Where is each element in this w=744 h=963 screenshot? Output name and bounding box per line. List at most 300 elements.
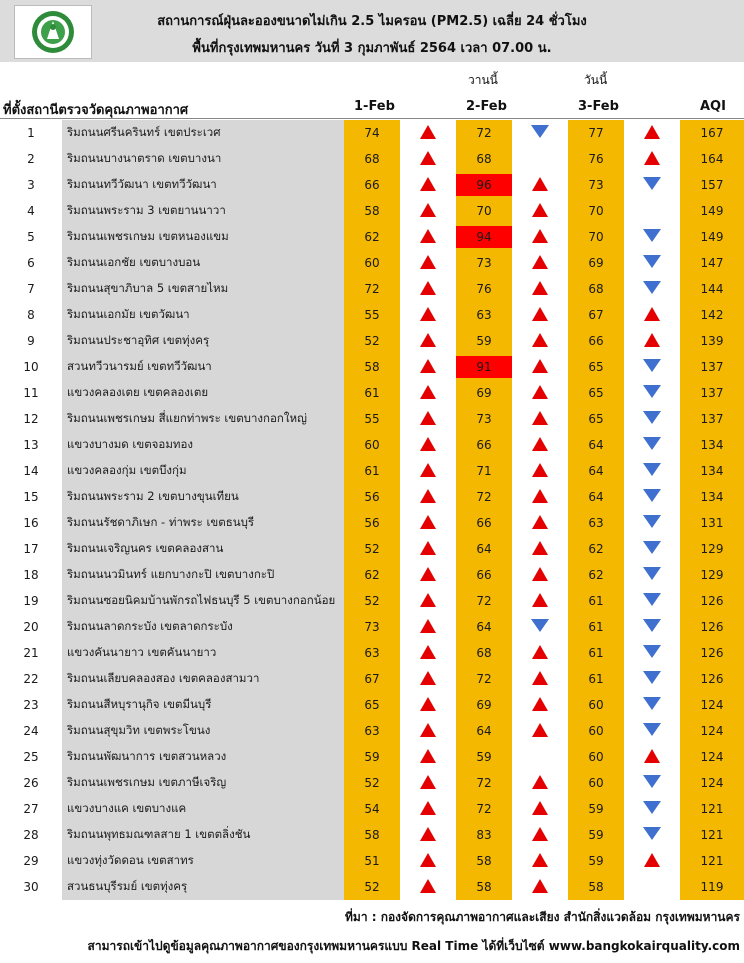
pm25-day3-value: 64 — [568, 458, 624, 484]
arrow-up-icon — [420, 463, 436, 477]
arrow-down-icon — [643, 645, 661, 658]
station-name: ริมถนนเพชรเกษม เขตภาษีเจริญ — [62, 770, 344, 796]
station-name: แขวงคลองเตย เขตคลองเตย — [62, 380, 344, 406]
station-name: ริมถนนสีหบุรานุกิจ เขตมีนบุรี — [62, 692, 344, 718]
station-number: 18 — [0, 562, 62, 588]
pm25-day2-value: 64 — [456, 536, 512, 562]
arrow-up-icon — [644, 307, 660, 321]
pm25-day2-value: 68 — [456, 146, 512, 172]
station-name: แขวงทุ่งวัดดอน เขตสาทร — [62, 848, 344, 874]
trend-day3-cell — [624, 198, 680, 224]
trend-day2-cell — [512, 146, 568, 172]
trend-day2-cell — [512, 692, 568, 718]
trend-day3-cell — [624, 770, 680, 796]
trend-day1-cell — [400, 848, 456, 874]
trend-day2-cell — [512, 250, 568, 276]
pm25-day2-value: 72 — [456, 770, 512, 796]
arrow-up-icon — [532, 853, 548, 867]
pm25-day3-value: 59 — [568, 848, 624, 874]
trend-day2-cell — [512, 770, 568, 796]
trend-day3-cell — [624, 406, 680, 432]
trend-day3-cell — [624, 276, 680, 302]
pm25-day2-value: 73 — [456, 406, 512, 432]
trend-day1-cell — [400, 588, 456, 614]
arrow-up-icon — [420, 567, 436, 581]
pm25-day2-value: 66 — [456, 510, 512, 536]
arrow-down-icon — [643, 177, 661, 190]
aqi-value: 126 — [680, 640, 744, 666]
trend-day2-cell — [512, 432, 568, 458]
trend-day2-cell — [512, 276, 568, 302]
aqi-value: 121 — [680, 822, 744, 848]
trend-day1-cell — [400, 822, 456, 848]
trend-day1-cell — [400, 536, 456, 562]
trend-day3-cell — [624, 120, 680, 146]
pm25-day2-value: 59 — [456, 744, 512, 770]
trend-day3-cell — [624, 484, 680, 510]
trend-day2-cell — [512, 588, 568, 614]
aqi-value: 167 — [680, 120, 744, 146]
trend-day1-cell — [400, 614, 456, 640]
arrow-up-icon — [420, 203, 436, 217]
aqi-value: 129 — [680, 562, 744, 588]
arrow-up-icon — [532, 333, 548, 347]
pm25-day1-value: 65 — [344, 692, 400, 718]
arrow-up-icon — [420, 255, 436, 269]
pm25-day3-value: 66 — [568, 328, 624, 354]
station-name: ริมถนนเอกมัย เขตวัฒนา — [62, 302, 344, 328]
aqi-value: 126 — [680, 666, 744, 692]
trend-day2-cell — [512, 666, 568, 692]
pm25-day1-value: 66 — [344, 172, 400, 198]
pm25-day3-value: 61 — [568, 640, 624, 666]
arrow-up-icon — [532, 827, 548, 841]
arrow-up-icon — [420, 333, 436, 347]
trend-day3-cell — [624, 666, 680, 692]
pm25-day2-highlight: 94 — [456, 226, 512, 248]
pm25-day2-value — [456, 224, 512, 250]
pm25-day1-value: 67 — [344, 666, 400, 692]
table-row — [0, 172, 744, 198]
trend-day3-cell — [624, 614, 680, 640]
pm25-day2-value: 76 — [456, 276, 512, 302]
pm25-day2-value: 83 — [456, 822, 512, 848]
station-name: ริมถนนเพชรเกษม เขตหนองแขม — [62, 224, 344, 250]
pm25-day1-value: 52 — [344, 328, 400, 354]
table-row — [0, 692, 744, 718]
trend-day2-cell — [512, 562, 568, 588]
pm25-day1-value: 58 — [344, 354, 400, 380]
trend-day3-cell — [624, 458, 680, 484]
pm25-day3-value: 62 — [568, 536, 624, 562]
trend-day2-cell — [512, 328, 568, 354]
pm25-day3-value: 61 — [568, 614, 624, 640]
station-number: 20 — [0, 614, 62, 640]
station-number: 24 — [0, 718, 62, 744]
arrow-down-icon — [643, 619, 661, 632]
pm25-day3-value: 64 — [568, 432, 624, 458]
aqi-value: 126 — [680, 614, 744, 640]
arrow-up-icon — [532, 385, 548, 399]
arrow-down-icon — [643, 359, 661, 372]
trend-day3-cell — [624, 172, 680, 198]
pm25-day3-value: 59 — [568, 796, 624, 822]
trend-day3-cell — [624, 692, 680, 718]
aqi-value: 149 — [680, 198, 744, 224]
pm25-day1-value: 72 — [344, 276, 400, 302]
arrow-up-icon — [420, 723, 436, 737]
trend-day2-cell — [512, 796, 568, 822]
pm25-day3-value: 60 — [568, 744, 624, 770]
arrow-up-icon — [532, 177, 548, 191]
aqi-value: 147 — [680, 250, 744, 276]
table-row — [0, 770, 744, 796]
pm25-day2-highlight: 96 — [456, 174, 512, 196]
arrow-up-icon — [420, 853, 436, 867]
pm25-day1-value: 55 — [344, 406, 400, 432]
arrow-up-icon — [532, 281, 548, 295]
station-name: ริมถนนศรีนครินทร์ เขตประเวศ — [62, 120, 344, 146]
arrow-up-icon — [532, 567, 548, 581]
pm25-day2-value — [456, 354, 512, 380]
today-label: วันนี้ — [584, 73, 608, 87]
trend-day3-cell — [624, 718, 680, 744]
trend-day3-cell — [624, 822, 680, 848]
trend-day1-cell — [400, 744, 456, 770]
station-name: ริมถนนพุทธมณฑลสาย 1 เขตตลิ่งชัน — [62, 822, 344, 848]
table-row — [0, 562, 744, 588]
arrow-down-icon — [643, 723, 661, 736]
table-row — [0, 328, 744, 354]
arrow-up-icon — [532, 723, 548, 737]
arrow-up-icon — [532, 463, 548, 477]
station-number: 1 — [0, 120, 62, 146]
station-name: ริมถนนเพชรเกษม สี่แยกท่าพระ เขตบางกอกใหญ่ — [62, 406, 344, 432]
trend-day3-cell — [624, 536, 680, 562]
trend-day3-cell — [624, 354, 680, 380]
station-name: ริมถนนซอยนิคมบ้านพักรถไฟธนบุรี 5 เขตบางกอกน้อย — [62, 588, 344, 614]
table-row — [0, 276, 744, 302]
aqi-value: 121 — [680, 848, 744, 874]
aqi-value: 137 — [680, 380, 744, 406]
arrow-up-icon — [532, 645, 548, 659]
pm25-day3-value: 60 — [568, 770, 624, 796]
aqi-value: 119 — [680, 874, 744, 900]
station-name: แขวงบางมด เขตจอมทอง — [62, 432, 344, 458]
arrow-down-icon — [643, 255, 661, 268]
pm25-day3-value: 70 — [568, 198, 624, 224]
station-number: 9 — [0, 328, 62, 354]
pm25-day2-value: 72 — [456, 666, 512, 692]
arrow-down-icon — [643, 463, 661, 476]
station-number: 12 — [0, 406, 62, 432]
trend-day3-cell — [624, 302, 680, 328]
report-subtitle: พื้นที่กรุงเทพมหานคร วันที่ 3 กุมภาพันธ์ 2564 เวลา 07.00 น. — [192, 41, 552, 56]
pm25-day1-value: 52 — [344, 536, 400, 562]
table-row — [0, 250, 744, 276]
pm25-table — [0, 120, 744, 900]
station-name: สวนทวีวนารมย์ เขตทวีวัฒนา — [62, 354, 344, 380]
arrow-up-icon — [420, 775, 436, 789]
pm25-day1-value: 58 — [344, 822, 400, 848]
arrow-up-icon — [644, 125, 660, 139]
trend-day1-cell — [400, 146, 456, 172]
station-column-header: ที่ตั้งสถานีตรวจวัดคุณภาพอากาศ — [3, 103, 189, 118]
station-number: 26 — [0, 770, 62, 796]
trend-day1-cell — [400, 328, 456, 354]
trend-day2-cell — [512, 874, 568, 900]
pm25-day2-value: 59 — [456, 328, 512, 354]
trend-day1-cell — [400, 692, 456, 718]
station-number: 14 — [0, 458, 62, 484]
trend-day3-cell — [624, 848, 680, 874]
arrow-up-icon — [532, 359, 548, 373]
table-row — [0, 120, 744, 146]
arrow-down-icon — [643, 541, 661, 554]
pm25-day2-highlight: 91 — [456, 356, 512, 378]
pm25-day2-value: 71 — [456, 458, 512, 484]
arrow-down-icon — [643, 697, 661, 710]
trend-day3-cell — [624, 588, 680, 614]
pm25-day1-value: 74 — [344, 120, 400, 146]
trend-day1-cell — [400, 224, 456, 250]
trend-day3-cell — [624, 510, 680, 536]
arrow-up-icon — [532, 593, 548, 607]
station-number: 29 — [0, 848, 62, 874]
pm25-day3-value: 61 — [568, 588, 624, 614]
trend-day3-cell — [624, 744, 680, 770]
arrow-up-icon — [420, 671, 436, 685]
arrow-up-icon — [644, 853, 660, 867]
arrow-up-icon — [532, 879, 548, 893]
table-row — [0, 224, 744, 250]
arrow-down-icon — [643, 671, 661, 684]
table-row — [0, 406, 744, 432]
trend-day2-cell — [512, 744, 568, 770]
arrow-up-icon — [420, 645, 436, 659]
pm25-day2-value: 72 — [456, 120, 512, 146]
aqi-value: 134 — [680, 484, 744, 510]
arrow-up-icon — [644, 151, 660, 165]
pm25-day1-value: 63 — [344, 640, 400, 666]
arrow-down-icon — [643, 515, 661, 528]
trend-day2-cell — [512, 848, 568, 874]
table-row — [0, 458, 744, 484]
trend-day3-cell — [624, 640, 680, 666]
trend-day3-cell — [624, 250, 680, 276]
station-number: 23 — [0, 692, 62, 718]
trend-day1-cell — [400, 718, 456, 744]
trend-day1-cell — [400, 198, 456, 224]
arrow-up-icon — [532, 671, 548, 685]
arrow-up-icon — [420, 749, 436, 763]
pm25-day2-value: 66 — [456, 562, 512, 588]
pm25-day3-value: 60 — [568, 718, 624, 744]
table-row — [0, 718, 744, 744]
arrow-down-icon — [643, 827, 661, 840]
station-number: 7 — [0, 276, 62, 302]
table-row — [0, 822, 744, 848]
pm25-day1-value: 60 — [344, 432, 400, 458]
pm25-day1-value: 51 — [344, 848, 400, 874]
arrow-down-icon — [643, 229, 661, 242]
arrow-down-icon — [531, 125, 549, 138]
station-name: ริมถนนประชาอุทิศ เขตทุ่งครุ — [62, 328, 344, 354]
trend-day1-cell — [400, 796, 456, 822]
arrow-up-icon — [420, 801, 436, 815]
arrow-up-icon — [420, 385, 436, 399]
station-number: 6 — [0, 250, 62, 276]
aqi-value: 137 — [680, 406, 744, 432]
arrow-up-icon — [532, 801, 548, 815]
arrow-down-icon — [643, 411, 661, 424]
arrow-down-icon — [643, 385, 661, 398]
pm25-day2-value: 68 — [456, 640, 512, 666]
station-name: ริมถนนเจริญนคร เขตคลองสาน — [62, 536, 344, 562]
trend-day2-cell — [512, 172, 568, 198]
pm25-day3-value: 58 — [568, 874, 624, 900]
pm25-day2-value: 66 — [456, 432, 512, 458]
pm25-day1-value: 58 — [344, 198, 400, 224]
table-row — [0, 354, 744, 380]
table-row — [0, 198, 744, 224]
arrow-up-icon — [532, 489, 548, 503]
arrow-up-icon — [420, 879, 436, 893]
station-name: ริมถนนพระราม 3 เขตยานนาวา — [62, 198, 344, 224]
aqi-value: 124 — [680, 718, 744, 744]
pm25-day2-value: 69 — [456, 380, 512, 406]
table-row — [0, 380, 744, 406]
station-name: ริมถนนสุขุมวิท เขตพระโขนง — [62, 718, 344, 744]
arrow-up-icon — [420, 593, 436, 607]
pm25-day3-value: 77 — [568, 120, 624, 146]
arrow-up-icon — [532, 307, 548, 321]
pm25-day2-value — [456, 172, 512, 198]
station-name: ริมถนนเลียบคลองสอง เขตคลองสามวา — [62, 666, 344, 692]
aqi-value: 144 — [680, 276, 744, 302]
arrow-down-icon — [643, 801, 661, 814]
pm25-day3-value: 59 — [568, 822, 624, 848]
arrow-up-icon — [420, 229, 436, 243]
trend-day2-cell — [512, 458, 568, 484]
day1-column-header: 1-Feb — [354, 99, 395, 114]
pm25-day2-value: 70 — [456, 198, 512, 224]
arrow-up-icon — [532, 697, 548, 711]
trend-day1-cell — [400, 432, 456, 458]
table-row — [0, 640, 744, 666]
arrow-up-icon — [532, 541, 548, 555]
arrow-up-icon — [644, 333, 660, 347]
station-number: 2 — [0, 146, 62, 172]
trend-day3-cell — [624, 380, 680, 406]
arrow-up-icon — [644, 749, 660, 763]
pm25-day2-value: 64 — [456, 614, 512, 640]
station-name: ริมถนนพระราม 2 เขตบางขุนเทียน — [62, 484, 344, 510]
aqi-value: 142 — [680, 302, 744, 328]
table-row — [0, 744, 744, 770]
pm25-day1-value: 54 — [344, 796, 400, 822]
arrow-up-icon — [420, 619, 436, 633]
trend-day1-cell — [400, 250, 456, 276]
trend-day3-cell — [624, 146, 680, 172]
aqi-value: 157 — [680, 172, 744, 198]
pm25-day3-value: 69 — [568, 250, 624, 276]
table-row — [0, 536, 744, 562]
station-number: 3 — [0, 172, 62, 198]
trend-day1-cell — [400, 380, 456, 406]
trend-day2-cell — [512, 536, 568, 562]
aqi-value: 164 — [680, 146, 744, 172]
station-name: ริมถนนบางนาตราด เขตบางนา — [62, 146, 344, 172]
trend-day2-cell — [512, 484, 568, 510]
station-number: 15 — [0, 484, 62, 510]
pm25-day1-value: 52 — [344, 588, 400, 614]
pm25-day3-value: 60 — [568, 692, 624, 718]
pm25-day2-value: 73 — [456, 250, 512, 276]
aqi-value: 137 — [680, 354, 744, 380]
arrow-up-icon — [532, 229, 548, 243]
station-name: ริมถนนสุขาภิบาล 5 เขตสายไหม — [62, 276, 344, 302]
arrow-up-icon — [420, 697, 436, 711]
trend-day1-cell — [400, 874, 456, 900]
arrow-down-icon — [643, 281, 661, 294]
pm25-day2-value: 58 — [456, 848, 512, 874]
pm25-day1-value: 52 — [344, 770, 400, 796]
pm25-day3-value: 65 — [568, 406, 624, 432]
table-row — [0, 666, 744, 692]
station-name: แขวงคลองกุ่ม เขตบึงกุ่ม — [62, 458, 344, 484]
pm25-day1-value: 61 — [344, 380, 400, 406]
station-number: 30 — [0, 874, 62, 900]
pm25-day3-value: 63 — [568, 510, 624, 536]
table-row — [0, 510, 744, 536]
station-number: 17 — [0, 536, 62, 562]
pm25-day3-value: 62 — [568, 562, 624, 588]
pm25-day3-value: 64 — [568, 484, 624, 510]
pm25-day1-value: 59 — [344, 744, 400, 770]
aqi-value: 124 — [680, 770, 744, 796]
station-number: 21 — [0, 640, 62, 666]
station-number: 19 — [0, 588, 62, 614]
pm25-day3-value: 68 — [568, 276, 624, 302]
bangkok-city-seal-icon — [14, 5, 92, 59]
arrow-down-icon — [643, 567, 661, 580]
trend-day2-cell — [512, 406, 568, 432]
trend-day2-cell — [512, 614, 568, 640]
pm25-day2-value: 72 — [456, 796, 512, 822]
arrow-up-icon — [532, 411, 548, 425]
trend-day1-cell — [400, 354, 456, 380]
aqi-value: 131 — [680, 510, 744, 536]
arrow-up-icon — [420, 515, 436, 529]
trend-day1-cell — [400, 458, 456, 484]
arrow-down-icon — [643, 593, 661, 606]
trend-day2-cell — [512, 510, 568, 536]
pm25-day1-value: 61 — [344, 458, 400, 484]
trend-day1-cell — [400, 510, 456, 536]
station-name: สวนธนบุรีรมย์ เขตทุ่งครุ — [62, 874, 344, 900]
aqi-column-header: AQI — [700, 99, 726, 114]
station-number: 16 — [0, 510, 62, 536]
trend-day2-cell — [512, 198, 568, 224]
pm25-day1-value: 62 — [344, 224, 400, 250]
aqi-value: 124 — [680, 744, 744, 770]
arrow-up-icon — [420, 541, 436, 555]
arrow-up-icon — [532, 203, 548, 217]
trend-day1-cell — [400, 666, 456, 692]
header-divider — [0, 118, 744, 119]
aqi-value: 134 — [680, 432, 744, 458]
